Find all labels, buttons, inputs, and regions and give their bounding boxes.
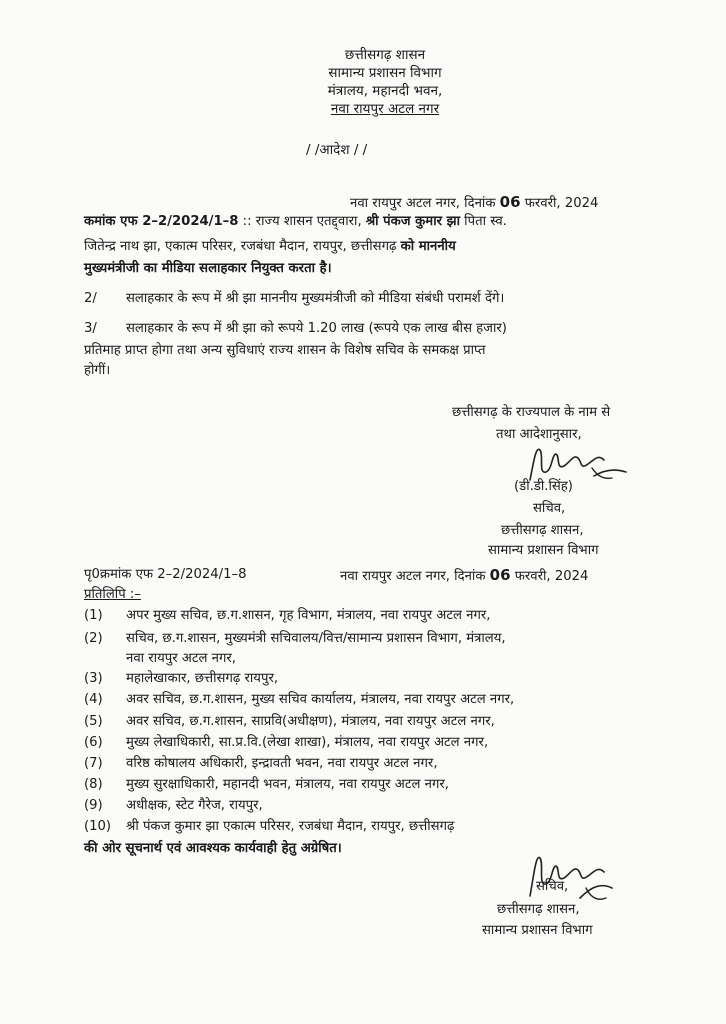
list-item (84, 734, 488, 752)
para2-text: सलाहकार के रूप में श्री झा माननीय मुख्यमंत्रीजी को मीडिया संबंधी परामर्श देंगे। (126, 291, 505, 306)
appointee-name: श्री पंकज कुमार झा (365, 214, 460, 229)
para3-text: सलाहकार के रूप में श्री झा को रूपये 1.20 लाख (रूपये एक लाख बीस हजार) (126, 321, 507, 336)
para3-line2: प्रतिमाह प्राप्त होगा तथा अन्य सुविधाएं राज्य शासन के विशेष सचिव के समकक्ष प्राप्त (84, 343, 486, 358)
para1-text-a: :: राज्य शासन एतद्द्वारा, (238, 214, 366, 229)
signatory-name: (डी.डी.सिंह) (514, 479, 573, 494)
para1-line2-text: जितेन्द्र नाथ झा, एकात्म परिसर, रजबंधा मैदान, रायपुर, छत्तीसगढ़ (84, 239, 401, 254)
order-place: नवा रायपुर अटल नगर, दिनांक (350, 196, 496, 211)
recipient-text: सचिव, छ.ग.शासन, मुख्यमंत्री सचिवालय/वित्त/सामान्य प्रशासन विभाग, मंत्रालय, (126, 631, 506, 646)
signatory-org2: सामान्य प्रशासन विभाग (488, 543, 599, 558)
order-title: / /आदेश / / (306, 142, 368, 158)
recipient-number: (3) (84, 671, 103, 686)
recipient-number: (2) (84, 631, 103, 646)
endorsement-sign-designation: सचिव, (536, 879, 569, 894)
signatory-org1: छत्तीसगढ़ शासन, (501, 523, 584, 538)
department-name: सामान्य प्रशासन विभाग (328, 65, 442, 81)
recipient-text: श्री पंकज कुमार झा एकात्म परिसर, रजबंधा मैदान, रायपुर, छत्तीसगढ़ (126, 819, 455, 834)
signatory-designation: सचिव, (533, 501, 566, 516)
para1-text-b: पिता स्व. (459, 214, 507, 229)
para1-line1 (84, 213, 507, 231)
order-month-year: फरवरी, 2024 (524, 196, 599, 211)
recipient-number: (10) (84, 819, 112, 834)
signature-authority-line2: तथा आदेशानुसार, (496, 427, 582, 442)
para1-line3: मुख्यमंत्रीजी का मीडिया सलाहकार नियुक्त करता है। (84, 261, 332, 276)
recipient-text: मुख्य सुरक्षाधिकारी, महानदी भवन, मंत्रालय, नवा रायपुर अटल नगर, (126, 777, 449, 792)
recipient-text: अवर सचिव, छ.ग.शासन, मुख्य सचिव कार्यालय, मंत्रालय, नवा रायपुर अटल नगर, (126, 692, 515, 707)
office-address: मंत्रालय, महानदी भवन, (327, 83, 443, 99)
recipient-number: (5) (84, 714, 103, 729)
copy-label: प्रतिलिपि :– (84, 587, 141, 602)
recipient-text: अपर मुख्य सचिव, छ.ग.शासन, गृह विभाग, मंत्रालय, नवा रायपुर अटल नगर, (126, 608, 491, 623)
recipient-number: (4) (84, 692, 103, 707)
list-item (84, 607, 490, 625)
endorsement-place: नवा रायपुर अटल नगर, दिनांक (340, 569, 486, 584)
para1-line2-bold: को माननीय (400, 239, 456, 254)
endorsement-sign-org2: सामान्य प्रशासन विभाग (482, 923, 593, 938)
recipient-number: (8) (84, 777, 103, 792)
list-item (84, 818, 454, 836)
list-item (84, 797, 263, 815)
para3-line1 (84, 320, 507, 338)
recipient-number: (7) (84, 756, 103, 771)
recipient-text: अवर सचिव, छ.ग.शासन, साप्रवि(अधीक्षण), मंत्रालय, नवा रायपुर अटल नगर, (126, 714, 495, 729)
recipient-number: (1) (84, 608, 103, 623)
para2 (84, 290, 504, 308)
recipient-number: (6) (84, 735, 103, 750)
para3-line3: होगीं। (84, 363, 111, 378)
list-item (84, 630, 506, 648)
para2-number: 2/ (84, 291, 97, 306)
endorsement-reference: पृ0क्रमांक एफ 2–2/2024/1–8 (84, 567, 247, 582)
office-city: नवा रायपुर अटल नगर (330, 101, 440, 117)
recipient-text: अधीक्षक, स्टेट गैरेज, रायपुर, (126, 798, 263, 813)
order-day: 06 (499, 193, 521, 211)
para3-number: 3/ (84, 321, 97, 336)
recipient-text: महालेखाकार, छत्तीसगढ़ रायपुर, (126, 671, 279, 686)
letterhead (255, 46, 515, 118)
list-item (84, 691, 514, 709)
order-reference: कमांक एफ 2–2/2024/1–8 (84, 214, 239, 229)
para1-line2 (84, 238, 456, 256)
endorsement-month-year: फरवरी, 2024 (514, 569, 589, 584)
list-item (84, 755, 438, 773)
recipient-text-continued: नवा रायपुर अटल नगर, (126, 651, 236, 666)
recipient-text: मुख्य लेखाधिकारी, सा.प्र.वि.(लेखा शाखा), मंत्रालय, नवा रायपुर अटल नगर, (126, 735, 489, 750)
signature-authority-line1: छत्तीसगढ़ के राज्यपाल के नाम से (452, 405, 611, 420)
recipient-text: वरिष्ठ कोषालय अधिकारी, इन्द्रावती भवन, नवा रायपुर अटल नगर, (126, 756, 438, 771)
list-item (84, 670, 278, 688)
endorsement-day: 06 (489, 566, 511, 584)
government-name: छत्तीसगढ़ शासन (344, 47, 426, 63)
list-item (84, 776, 449, 794)
order-place-date (350, 193, 598, 213)
list-item (84, 713, 495, 731)
recipient-number: (9) (84, 798, 103, 813)
forwarding-note: की ओर सूचनार्थ एवं आवश्यक कार्यवाही हेतु अग्रेषित। (84, 841, 342, 856)
endorsement-sign-org1: छत्तीसगढ़ शासन, (497, 902, 580, 917)
endorsement-place-date (340, 566, 588, 586)
